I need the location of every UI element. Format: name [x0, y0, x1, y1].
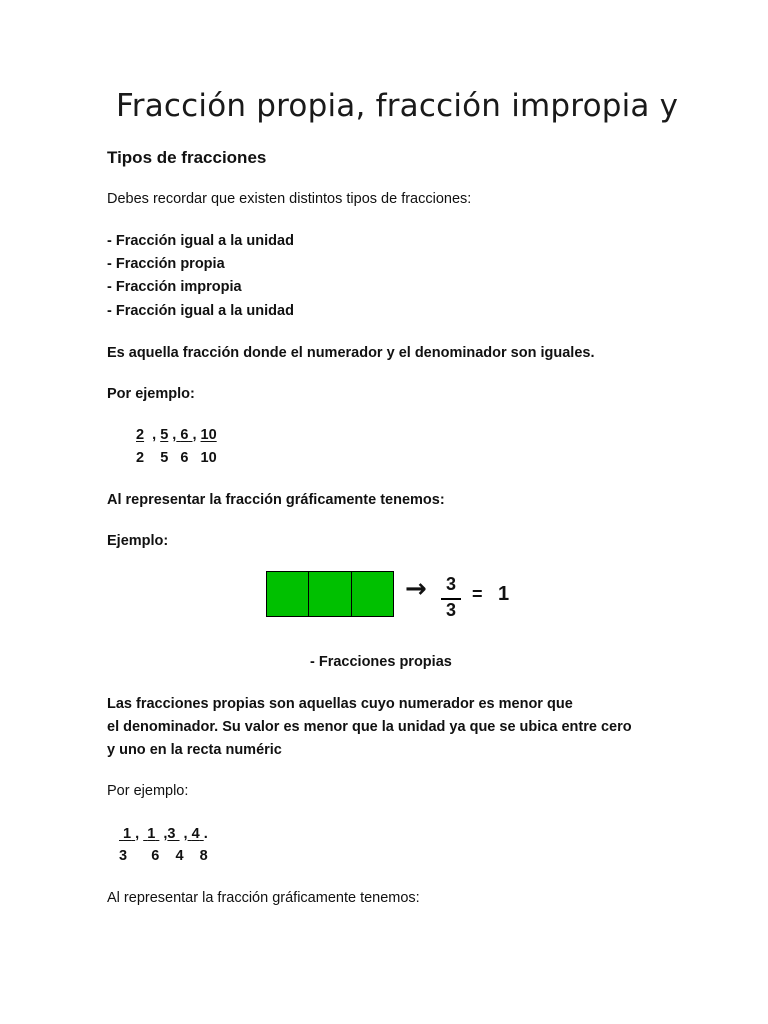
section-heading: Tipos de fracciones — [107, 148, 267, 167]
denominator: 2 — [136, 450, 145, 466]
ejemplo-label: Ejemplo: — [107, 533, 169, 549]
numerator: 6 — [180, 427, 189, 443]
type-item: - Fracción propia — [107, 256, 225, 272]
page-title: Fracción propia, fracción impropia y — [116, 88, 679, 124]
fraction-result: 1 — [498, 583, 510, 605]
arrow-right-icon: → — [405, 574, 427, 604]
graphic-intro: Al representar la fracción gráficamente tenemos: — [107, 492, 445, 508]
example-label: Por ejemplo: — [107, 386, 195, 402]
type-item: - Fracción igual a la unidad — [107, 233, 294, 249]
proper-definition-line: Las fracciones propias son aquellas cuyo numerador es menor que — [107, 696, 573, 712]
denominator: 6 — [151, 848, 160, 864]
numerator: 3 — [167, 826, 176, 842]
equals-sign: = — [472, 584, 483, 604]
numerator: 1 — [123, 826, 132, 842]
example-ending: . — [203, 826, 208, 842]
proper-definition-line: y uno en la recta numéric — [107, 742, 282, 758]
numerator: 5 — [160, 427, 169, 443]
unit-numerators: 2 , 5 , 6 , 10 — [136, 427, 217, 443]
intro-text: Debes recordar que existen distintos tipos de fracciones: — [107, 191, 472, 207]
unit-denominators — [136, 450, 217, 466]
denominator: 10 — [200, 450, 217, 466]
denominator: 6 — [180, 450, 189, 466]
proper-definition-line: el denominador. Su valor es menor que la unidad ya que se ubica entre cero — [107, 719, 632, 735]
filled-box — [309, 572, 351, 616]
numerator: 10 — [200, 427, 217, 443]
fraction-denominator: 3 — [445, 600, 456, 620]
denominator: 8 — [199, 848, 208, 864]
numerator: 2 — [136, 427, 145, 443]
type-item: - Fracción igual a la unidad — [107, 303, 294, 319]
fraction-numerator: 3 — [445, 574, 456, 594]
graphic-intro: Al representar la fracción gráficamente tenemos: — [107, 890, 420, 906]
denominator: 4 — [175, 848, 184, 864]
example-label: Por ejemplo: — [107, 783, 189, 799]
proper-denominators — [119, 848, 208, 864]
denominator: 5 — [160, 450, 169, 466]
proper-heading: - Fracciones propias — [310, 654, 452, 670]
denominator: 3 — [119, 848, 128, 864]
type-item: - Fracción impropia — [107, 279, 242, 295]
proper-numerators: 1 , 1 ,3 , 4 . — [119, 826, 208, 842]
fraction-boxes — [266, 571, 394, 617]
numerator: 4 — [191, 826, 200, 842]
numerator: 1 — [147, 826, 156, 842]
filled-box — [352, 572, 393, 616]
unit-definition: Es aquella fracción donde el numerador y el denominador son iguales. — [107, 345, 595, 361]
filled-box — [267, 572, 309, 616]
